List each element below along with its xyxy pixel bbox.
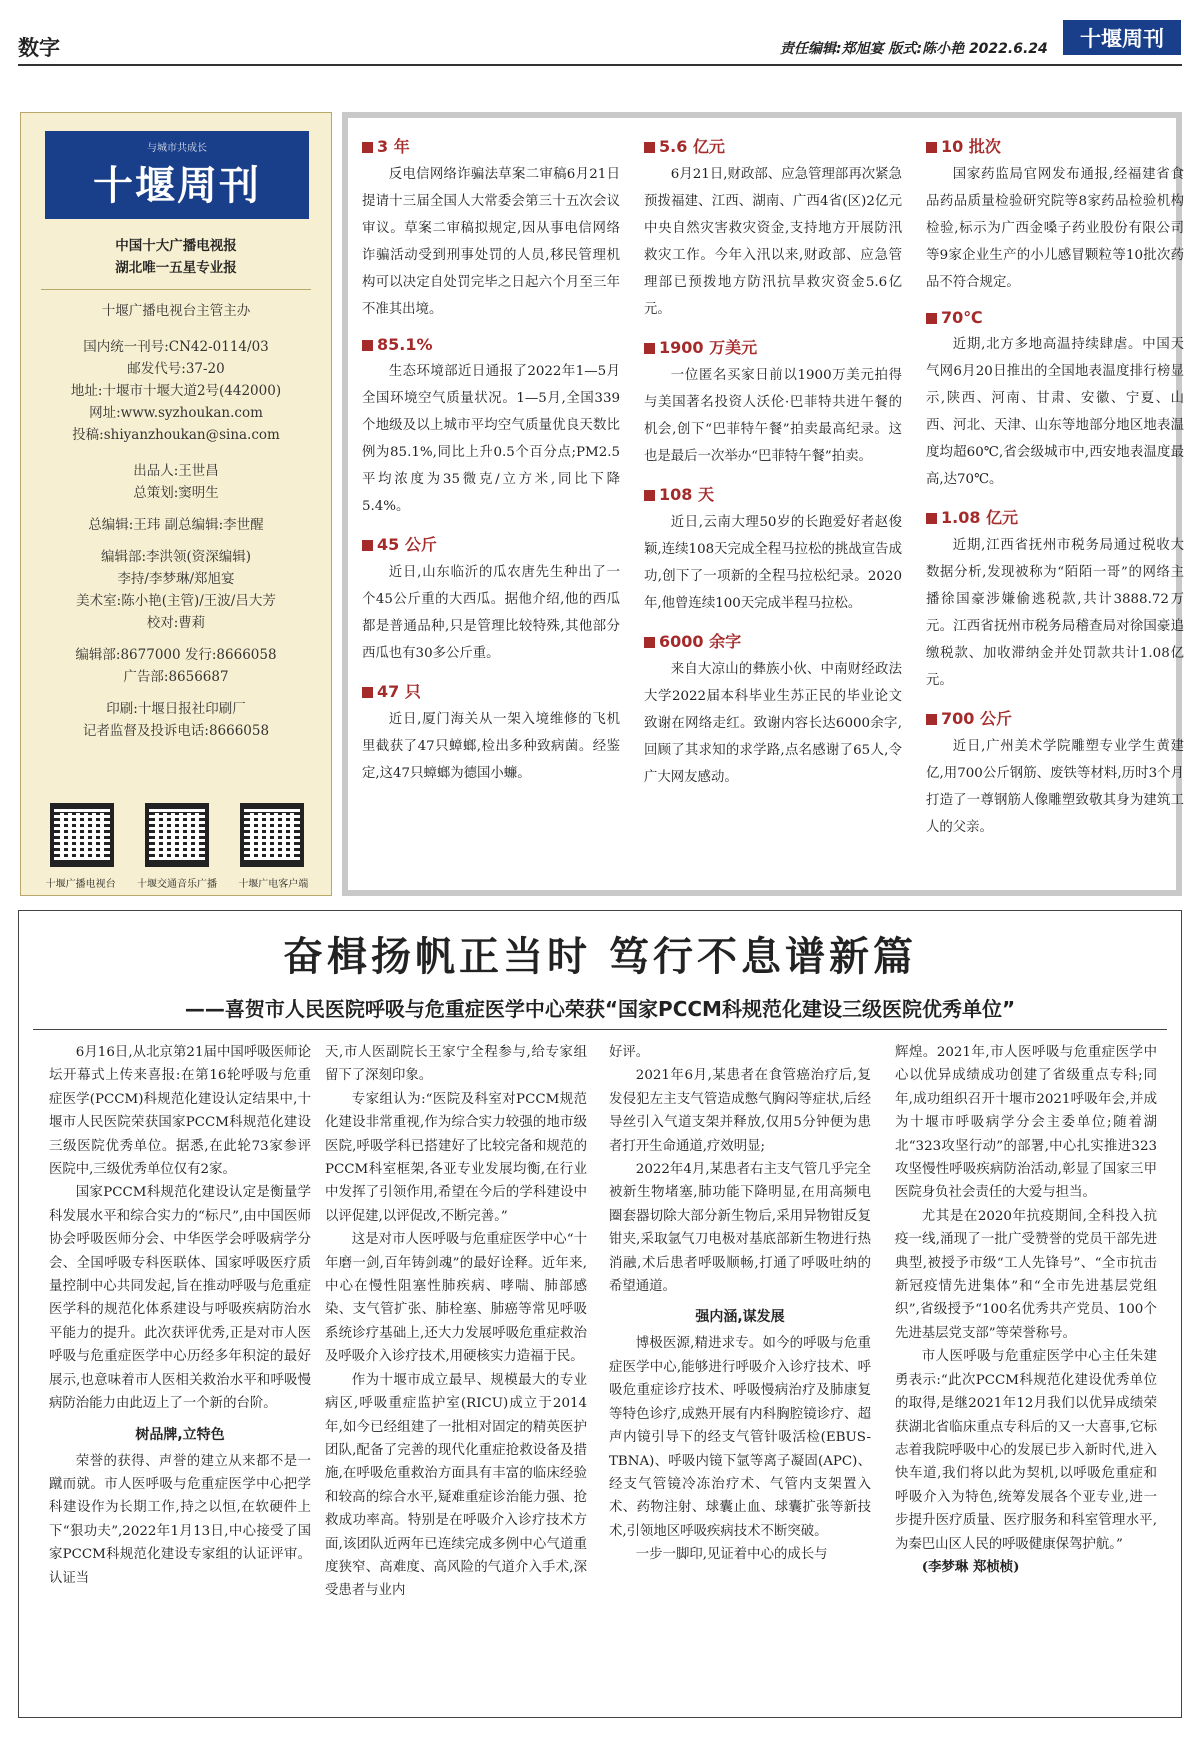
masthead-tag-1: 中国十大广播电视报 [115, 238, 237, 254]
article-column-4 [895, 1041, 1157, 1701]
article-title: 奋楫扬帆正当时 笃行不息谱新篇 [283, 933, 917, 980]
article-column-2 [325, 1041, 587, 1701]
masthead-line: 李持/李梦琳/郑旭宴 [117, 571, 235, 587]
number-text: 来自大凉山的彝族小伙、中南财经政法大学2022届本科毕业生苏正民的毕业论文致谢在网络走红。致谢内容长达6000余字,回顾了其求知的求学路,点名感谢了65人,令广大网友感动。 [644, 662, 902, 785]
number-item [926, 505, 1184, 694]
page-header [0, 0, 1200, 92]
masthead-line: 总编辑:王玮 副总编辑:李世醒 [88, 517, 264, 533]
masthead-tag-2: 湖北唯一五星专业报 [115, 260, 237, 276]
number-headline: 700 公斤 [926, 706, 1184, 729]
qr-labels [35, 875, 319, 890]
number-item [362, 679, 620, 787]
number-item [362, 532, 620, 667]
article-column-1 [49, 1041, 311, 1701]
masthead-line: 印刷:十堰日报社印刷厂 [106, 701, 246, 717]
masthead-line: 广告部:8656687 [123, 669, 229, 685]
number-item [926, 706, 1184, 841]
numbers-column-3 [926, 134, 1184, 853]
number-headline: 1.08 亿元 [926, 505, 1184, 528]
article-paragraph: 6月16日,从北京第21届中国呼吸医师论坛开幕式上传来喜报:在第16轮呼吸与危重症医学(PCCM)科规范化建设认定结果中,十堰市人民医院荣获国家PCCM科规范化建设三级医院优秀单位。据悉,在此轮73家参评医院中,三级优秀单位仅有2家。 [49, 1045, 311, 1178]
section-name: 数字 [18, 36, 60, 60]
article-byline: (李梦琳 郑桢桢) [921, 1558, 1020, 1575]
number-text: 生态环境部近日通报了2022年1—5月全国环境空气质量状况。1—5月,全国339个地级及以上城市平均空气质量优良天数比例为85.1%,同比上升0.5个百分点;PM2.5平均浓度为35微克/立方米,同比下降5.4%。 [362, 364, 620, 514]
article-paragraph: 天,市人医副院长王家宁全程参与,给专家组留下了深刻印象。 [325, 1045, 587, 1084]
number-headline: 3 年 [362, 134, 620, 157]
masthead-line: 十堰广播电视台主管主办 [101, 303, 251, 319]
article-paragraph: 2021年6月,某患者在食管癌治疗后,复发侵犯左主支气管造成憋气胸闷等症状,后经导丝引入气道支架并释放,仅用5分钟便为患者打开生命通道,疗效明显; [609, 1068, 871, 1154]
qr-label: 十堰广播电视台 [45, 879, 116, 890]
number-item [926, 134, 1184, 296]
feature-article [18, 910, 1182, 1718]
number-text: 近日,云南大理50岁的长跑爱好者赵俊颖,连续108天完成全程马拉松的挑战宣告成功,创下了一项新的全程马拉松纪录。2020年,他曾连续100天完成半程马拉松。 [644, 515, 902, 611]
article-paragraph: 辉煌。2021年,市人医呼吸与危重症医学中心以优异成绩成功创建了省级重点专科;同年,成功组织召开十堰市2021呼吸年会,并成为十堰市呼吸病学分会主委单位;随着湖北“323攻坚行动”的部署,中心扎实推进323攻坚慢性呼吸疾病防治活动,彰显了国家三甲医院身负社会责任的大爱与担当。 [895, 1045, 1157, 1201]
masthead-line: 网址:www.syzhoukan.com [89, 405, 263, 421]
number-text: 近日,广州美术学院雕塑专业学生黄建亿,用700公斤钢筋、废铁等材料,历时3个月打造了一尊钢筋人像雕塑致敬其身为建筑工人的父亲。 [926, 739, 1184, 835]
number-text: 近期,江西省抚州市税务局通过税收大数据分析,发现被称为“陌陌一哥”的网络主播徐国豪涉嫌偷逃税款,共计3888.72万元。江西省抚州市税务局稽查局对徐国豪追缴税款、加收滞纳金并处罚款共计1.08亿元。 [926, 538, 1184, 688]
number-text: 近日,山东临沂的瓜农唐先生种出了一个45公斤重的大西瓜。据他介绍,他的西瓜都是普通品种,只是管理比较特殊,其他部分西瓜也有30多公斤重。 [362, 565, 620, 661]
number-item [644, 335, 902, 470]
number-headline: 108 天 [644, 482, 902, 505]
masthead-box [20, 112, 332, 896]
article-column-3 [609, 1041, 871, 1701]
qr-label: 十堰交通音乐广播 [136, 879, 217, 890]
article-paragraph: 一步一脚印,见证着中心的成长与 [635, 1547, 828, 1563]
masthead-line: 编辑部:李洪领(资深编辑) [100, 549, 252, 565]
article-paragraph: 市人医呼吸与危重症医学中心主任朱建勇表示:“此次PCCM科规范化建设优秀单位的取得,是继2021年12月我们以优异成绩荣获湖北省临床重点专科后的又一大喜事,它标志着我院呼吸中心的发展已步入新时代,进入快车道,我们将以此为契机,以呼吸危重症和呼吸介入为特色,统筹发展各个亚专业,进一步提升医疗质量、医疗服务和科室管理水平,为秦巴山区人民的呼吸健康保驾护航。” [895, 1349, 1157, 1552]
article-paragraph: 2022年4月,某患者右主支气管几乎完全被新生物堵塞,肺功能下降明显,在用高频电圈套器切除大部分新生物后,采用异物钳反复钳夹,采取氩气刀电极对基底部新生物进行热消融,术后患者呼吸顺畅,打通了呼吸吐纳的希望通道。 [609, 1162, 871, 1295]
article-paragraph: 好评。 [609, 1045, 650, 1060]
masthead-line: 校对:曹莉 [146, 615, 206, 631]
qr-code-icon[interactable] [50, 803, 114, 867]
number-headline: 45 公斤 [362, 532, 620, 555]
number-text: 反电信网络诈骗法草案二审稿6月21日提请十三届全国人大常委会第三十五次会议审议。草案二审稿拟规定,因从事电信网络诈骗活动受到刑事处罚的人员,移民管理机构可以决定自处罚完毕之日起六个月至三年不准其出境。 [362, 167, 620, 317]
article-paragraph: 博极医源,精进求专。如今的呼吸与危重症医学中心,能够进行呼吸介入诊疗技术、呼吸危重症诊疗技术、呼吸慢病治疗及肺康复等特色诊疗,成熟开展有内科胸腔镜诊疗、超声内镜引导下的经支气管针吸活检(EBUS-TBNA)、呼吸内镜下氩等离子凝固(APC)、经支气管镜冷冻治疗术、气管内支架置入术、药物注射、球囊止血、球囊扩张等新技术,引领地区呼吸疾病技术不断突破。 [609, 1336, 871, 1539]
masthead-logo [45, 131, 309, 219]
number-headline: 70℃ [926, 308, 1184, 327]
masthead-line: 邮发代号:37-20 [127, 361, 225, 377]
qr-code-row [35, 803, 319, 867]
article-paragraph: 这是对市人医呼吸与危重症医学中心“十年磨一剑,百年铸剑魂”的最好诠释。近年来,中心在慢性阻塞性肺疾病、哮喘、肺部感染、支气管扩张、肺栓塞、肺癌等常见呼吸系统诊疗基础上,还大力发展呼吸危重症救治及呼吸介入诊疗技术,用硬核实力造福于民。 [325, 1232, 587, 1365]
number-text: 6月21日,财政部、应急管理部再次紧急预拨福建、江西、湖南、广西4省(区)2亿元中央自然灾害救灾资金,支持地方开展防汛救灾工作。今年入汛以来,财政部、应急管理部已预拨地方防汛抗旱救灾资金5.6亿元。 [644, 167, 902, 317]
article-subtitle: ——喜贺市人民医院呼吸与危重症医学中心荣获“国家PCCM科规范化建设三级医院优秀单位” [184, 997, 1016, 1021]
numbers-box [342, 112, 1182, 896]
masthead-line: 美术室:陈小艳(主管)/王波/吕大芳 [76, 593, 276, 609]
article-paragraph: 作为十堰市成立最早、规模最大的专业病区,呼吸重症监护室(RICU)成立于2014年,如今已经组建了一批相对固定的精英医护团队,配备了完善的现代化重症抢救设备及措施,在呼吸危重救治方面具有丰富的临床经验和较高的综合水平,疑难重症诊治能力强、抢救成功率高。特别是在呼吸介入诊疗技术方面,该团队近两年已连续完成多例中心气道重度狭窄、高难度、高风险的气道介入手术,深受患者与业内 [325, 1372, 587, 1599]
number-headline: 6000 余字 [644, 629, 902, 652]
masthead-line: 投稿:shiyanzhoukan@sina.com [72, 427, 280, 443]
qr-code-icon[interactable] [240, 803, 304, 867]
masthead-line: 总策划:窦明生 [133, 485, 219, 501]
article-paragraph: 尤其是在2020年抗疫期间,全科投入抗疫一线,涌现了一批广受赞誉的党员干部先进典型,被授予市级“工人先锋号”、“全市抗击新冠疫情先进集体”和“全市先进基层党组织”,省级授予“100名优秀共产党员、100个先进基层党支部”等荣誉称号。 [895, 1208, 1157, 1341]
masthead-title: 十堰周刊 [93, 162, 261, 209]
number-headline: 5.6 亿元 [644, 134, 902, 157]
masthead-line: 出品人:王世昌 [133, 463, 219, 479]
masthead-line: 编辑部:8677000 发行:8666058 [75, 647, 277, 663]
article-subheading: 树品牌,立特色 [135, 1426, 225, 1443]
masthead-line: 地址:十堰市十堰大道2号(442000) [70, 383, 282, 399]
number-text: 一位匿名买家日前以1900万美元拍得与美国著名投资人沃伦·巴菲特共进午餐的机会,创下“巴菲特午餐”拍卖最高纪录。这也是最后一次举办“巴菲特午餐”拍卖。 [644, 368, 902, 464]
article-paragraph: 国家PCCM科规范化建设认定是衡量学科发展水平和综合实力的“标尺”,由中国医师协会呼吸医师分会、中华医学会呼吸病学分会、全国呼吸专科医联体、国家呼吸医疗质量控制中心共同发起,旨在推动呼吸与危重症医学科的规范化体系建设与呼吸疾病防治水平能力的提升。此次获评优秀,正是对市人医呼吸与危重症医学中心历经多年积淀的最好展示,也意味着市人医相关救治水平和呼吸慢病防治能力由此迈上了一个新的台阶。 [49, 1185, 311, 1412]
number-headline: 1900 万美元 [644, 335, 902, 358]
number-item [644, 134, 902, 323]
number-text: 近日,厦门海关从一架入境维修的飞机里截获了47只蟑螂,检出多种致病菌。经鉴定,这47只蟑螂为德国小蠊。 [362, 712, 620, 781]
masthead-line: 记者监督及投诉电话:8666058 [82, 723, 270, 739]
number-item [362, 335, 620, 520]
brand-logo: 十堰周刊 [1063, 20, 1181, 55]
number-text: 近期,北方多地高温持续肆虐。中国天气网6月20日推出的全国地表温度排行榜显示,陕西、河南、甘肃、安徽、宁夏、山西、河北、天津、山东等地部分地区地表温度均超60℃,省会级城市中,西安地表温度最高,达70℃。 [926, 337, 1184, 487]
qr-label: 十堰广电客户端 [238, 879, 309, 890]
article-paragraph: 专家组认为:“医院及科室对PCCM规范化建设非常重视,作为综合实力较强的地市级医院,呼吸学科已搭建好了比较完备和规范的PCCM科室框架,各亚专业发展均衡,在行业中发挥了引领作用,希望在今后的学科建设中以评促建,以评促改,不断完善。” [325, 1091, 587, 1224]
numbers-column-2 [644, 134, 902, 803]
number-headline: 47 只 [362, 679, 620, 702]
qr-code-icon[interactable] [145, 803, 209, 867]
number-item [362, 134, 620, 323]
number-headline: 85.1% [362, 335, 620, 354]
article-paragraph: 荣誉的获得、声誉的建立从来都不是一蹴而就。市人医呼吸与危重症医学中心把学科建设作为长期工作,持之以恒,在软硬件上下“狠功夫”,2022年1月13日,中心接受了国家PCCM科规范化建设专家组的认证评审。认证当 [49, 1453, 311, 1586]
masthead-slogan: 与城市共成长 [147, 143, 207, 154]
masthead-line: 国内统一刊号:CN42-0114/03 [83, 339, 269, 355]
number-item [644, 482, 902, 617]
editor-line: 责任编辑:郑旭宴 版式:陈小艳 2022.6.24 [780, 41, 1048, 57]
number-headline: 10 批次 [926, 134, 1184, 157]
numbers-column-1 [362, 134, 620, 799]
article-subheading: 强内涵,谋发展 [695, 1309, 785, 1326]
number-item [644, 629, 902, 791]
header-rule [18, 64, 1182, 66]
number-item [926, 308, 1184, 493]
article-rule [33, 1029, 1167, 1030]
number-text: 国家药监局官网发布通报,经福建省食品药品质量检验研究院等8家药品检验机构检验,标示为广西金嗓子药业股份有限公司等9家企业生产的小儿感冒颗粒等10批次药品不符合规定。 [926, 167, 1184, 290]
